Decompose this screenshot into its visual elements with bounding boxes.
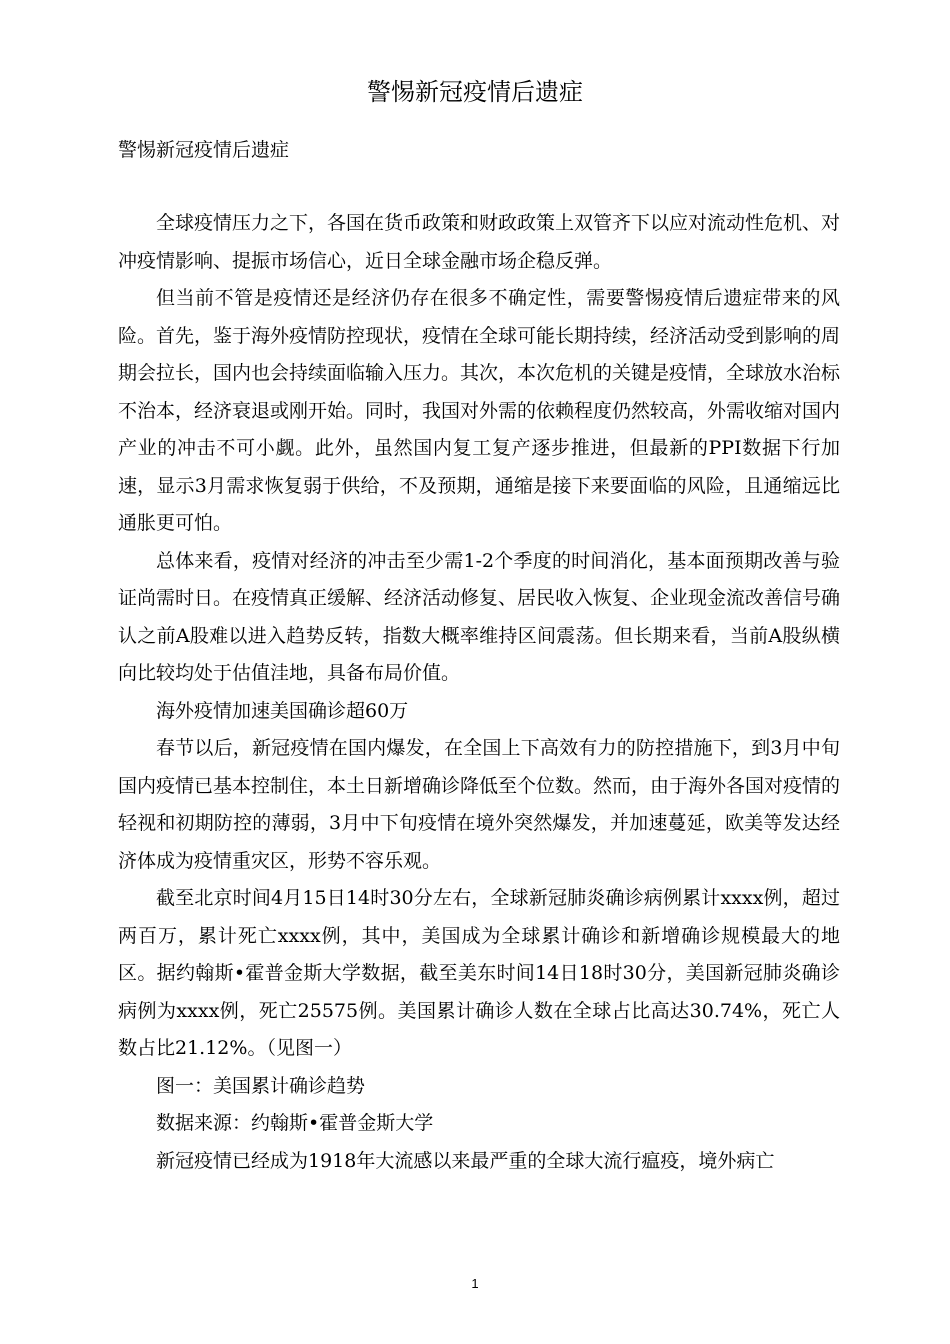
paragraph-risks: 但当前不管是疫情还是经济仍存在很多不确定性，需要警惕疫情后遗症带来的风险。首先，鉴于海外疫情防控现状，疫情在全球可能长期持续，经济活动受到影响的周期会拉长，国内也会持续面临输入压力。其次，本次危机的关键是疫情，全球放水治标不治本，经济衰退或刚开始。同时，我国对外需的依赖程度仍然较高，外需收缩对国内产业的冲击不可小觑。此外，虽然国内复工复产逐步推进，但最新的PPI数据下行加速，显示3月需求恢复弱于供给，不及预期，通缩是接下来要面临的风险，且通缩远比通胀更可怕。 (118, 287, 841, 534)
document-subtitle: 警惕新冠疫情后遗症 (118, 139, 290, 161)
paragraph-intro: 全球疫情压力之下，各国在货币政策和财政政策上双管齐下以应对流动性危机、对冲疫情影响、提振市场信心，近日全球金融市场企稳反弹。 (118, 212, 841, 272)
document-title: 警惕新冠疫情后遗症 (367, 78, 583, 106)
data-source: 数据来源：约翰斯•霍普金斯大学 (156, 1112, 434, 1134)
page-number: 1 (471, 1276, 479, 1291)
paragraph-pandemic: 新冠疫情已经成为1918年大流感以来最严重的全球大流行瘟疫，境外病亡 (156, 1149, 775, 1172)
paragraph-statistics: 截至北京时间4月15日14时30分左右，全球新冠肺炎确诊病例累计xxxx例，超过两百万，累计死亡xxxx例，其中，美国成为全球累计确诊和新增确诊规模最大的地区。据约翰斯•霍普金斯大学数据，截至美东时间14日18时30分，美国新冠肺炎确诊病例为xxxx例，死亡25575例。美国累计确诊人数在全球占比高达30.74%，死亡人数占比21.12%。（见图一） (118, 887, 840, 1059)
section-heading-overseas: 海外疫情加速美国确诊超60万 (156, 699, 409, 722)
paragraph-outlook: 总体来看，疫情对经济的冲击至少需1-2个季度的时间消化，基本面预期改善与验证尚需时日。在疫情真正缓解、经济活动修复、居民收入恢复、企业现金流改善信号确认之前A股难以进入趋势反转，指数大概率维持区间震荡。但长期来看，当前A股纵横向比较均处于估值洼地，具备布局价值。 (118, 549, 841, 684)
figure-caption: 图一：美国累计确诊趋势 (156, 1074, 366, 1097)
paragraph-outbreak: 春节以后，新冠疫情在国内爆发，在全国上下高效有力的防控措施下，到3月中旬国内疫情已基本控制住，本土日新增确诊降低至个位数。然而，由于海外各国对疫情的轻视和初期防控的薄弱，3月中下旬疫情在境外突然爆发，并加速蔓延，欧美等发达经济体成为疫情重灾区，形势不容乐观。 (118, 737, 841, 872)
document-body (118, 205, 840, 1180)
